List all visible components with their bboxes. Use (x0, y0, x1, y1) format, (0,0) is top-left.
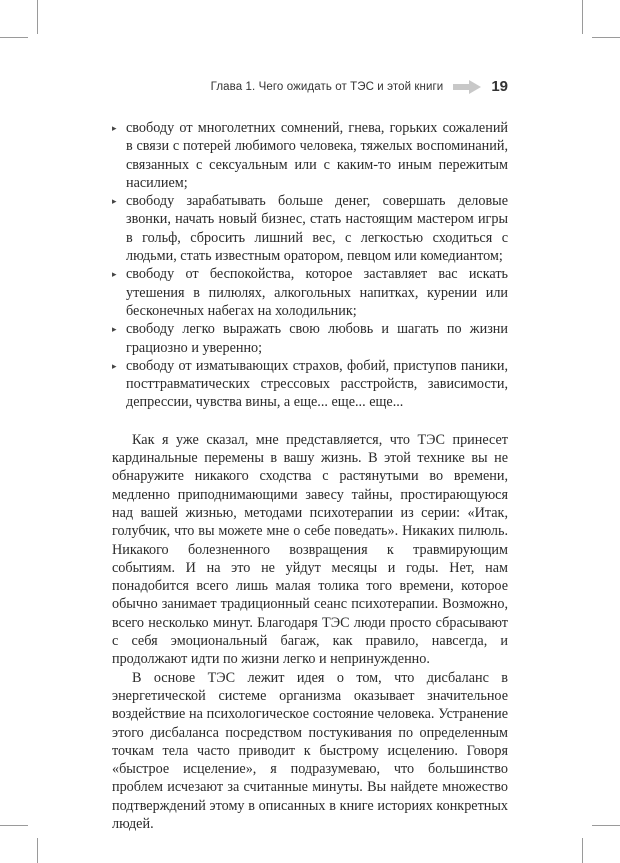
list-item (112, 119, 508, 192)
list-item-text: свободу легко выражать свою любовь и шагать по жизни грациозно и уверенно; (126, 321, 508, 356)
list-item-text: свободу от многолетних сомнений, гнева, горьких сожалений в связи с потерей любимого человека, тяжелых воспоминаний, связанных с сексуальным или с каким-то иным пережитым насилием; (126, 120, 508, 191)
paragraph: Как я уже сказал, мне представляется, что ТЭС принесет кардинальные перемены в вашу жизнь. В этой технике вы не обнаружите никакого сходства с растянутыми во времени, медленно приподнимающими завесу тайны, простирающуюся над вашей жизнью, методами психотерапии из серии: «Итак, голубчик, что вы можете мне о себе поведать». Никаких пилюль. Никакого болезненного возвращения к травмирующим событиям. И на это не уйдут месяцы и годы. Нет, нам понадобится всего лишь малая толика того времени, которое обычно занимает традиционный сеанс психотерапии. Возможно, всего несколько минут. Благодаря ТЭС люди просто сбрасывают с себя эмоциональный багаж, как правило, навсегда, и продолжают идти по жизни легко и непринужденно. (112, 431, 508, 668)
list-item-text: свободу от беспокойства, которое заставляет вас искать утешения в пилюлях, алкогольных напитках, курении или бесконечных набегах на холодильник; (126, 266, 508, 319)
page-number: 19 (491, 78, 508, 95)
crop-mark-bottom-left (37, 838, 38, 863)
chapter-title: Глава 1. Чего ожидать от ТЭС и этой книги (210, 80, 444, 93)
bullet-icon: ▸ (112, 123, 117, 133)
bullet-icon: ▸ (112, 324, 117, 335)
crop-mark-right-top (592, 37, 620, 38)
list-item (112, 192, 508, 265)
bullet-icon: ▸ (112, 360, 117, 371)
list-item (112, 265, 508, 320)
crop-mark-right-bottom (592, 825, 620, 826)
list-item (112, 320, 508, 357)
list-item (112, 357, 508, 412)
crop-mark-left-top (0, 37, 28, 38)
crop-mark-bottom-right (582, 838, 583, 863)
crop-mark-top-right (582, 0, 583, 34)
bullet-icon: ▸ (112, 269, 117, 280)
running-header (211, 78, 508, 95)
bullet-icon: ▸ (112, 196, 117, 207)
crop-mark-top-left (37, 0, 38, 34)
right-arrow-icon (453, 80, 481, 94)
crop-mark-left-bottom (0, 825, 28, 826)
page-body (112, 119, 508, 833)
freedom-list (112, 119, 508, 412)
paragraph: В основе ТЭС лежит идея о том, что дисбаланс в энергетической системе организма оказывает значительное воздействие на психологическое состояние человека. Устранение этого дисбаланса посредством постукивания по определенным точкам тела часто приводит к быстрому исцелению. Говоря «быстрое исцеление», я подразумеваю, что большинство проблем исчезают за считанные минуты. Вы найдете множество подтверждений этому в описанных в книге историях конкретных людей. (112, 669, 508, 832)
list-item-text: свободу от изматывающих страхов, фобий, приступов паники, посттравматических стрессовых расстройств, зависимости, депрессии, чувства вины, а еще... еще... еще... (126, 357, 508, 411)
list-item-text: свободу зарабатывать больше денег, совершать деловые звонки, начать новый бизнес, стать настоящим мастером игры в гольф, сбросить лишний вес, с легкостью сходиться с людьми, стать известным оратором, певцом или комедиантом; (126, 193, 508, 265)
